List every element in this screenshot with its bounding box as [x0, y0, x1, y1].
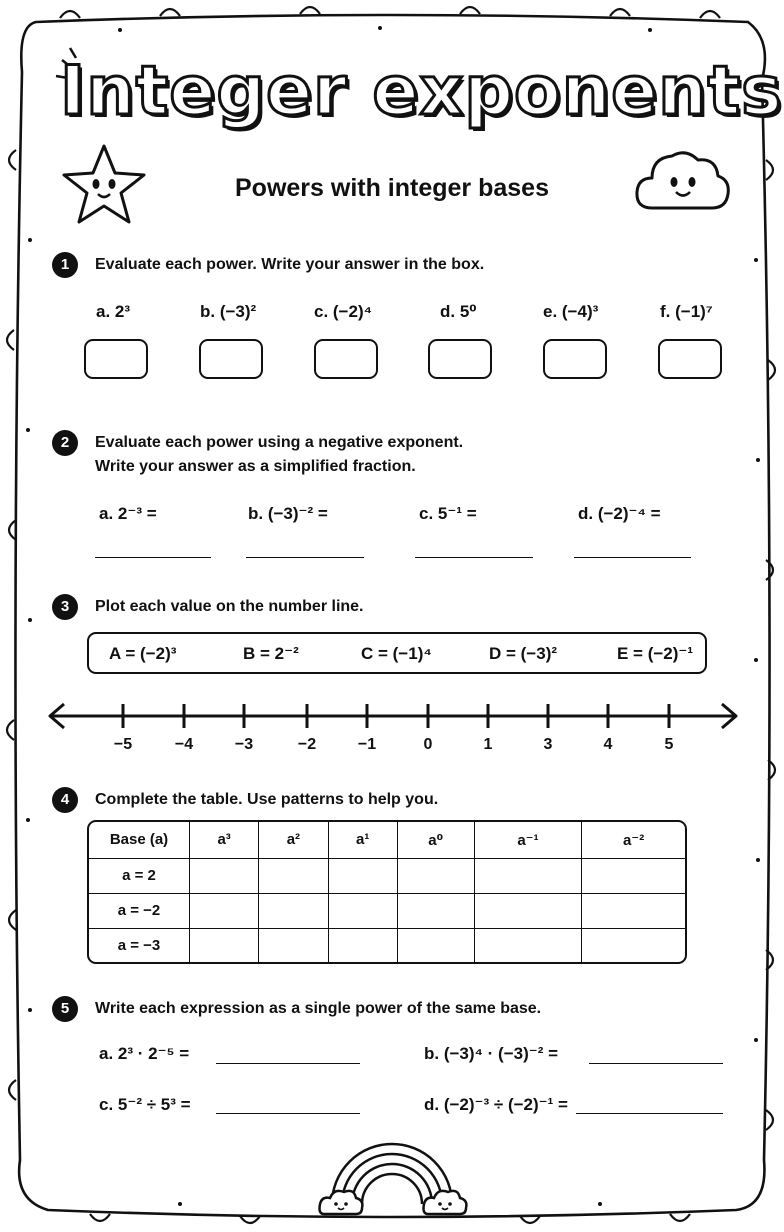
q1-item-f: f. (−1)⁷ [660, 302, 713, 321]
answer-cell[interactable] [190, 859, 259, 894]
answer-cell[interactable] [329, 859, 398, 894]
answer-cell[interactable] [259, 929, 328, 962]
tick-label: −3 [234, 736, 254, 753]
q1-item-e: e. (−4)³ [543, 302, 599, 321]
q1-answer-box-e[interactable] [543, 339, 607, 379]
question-3-number: 3 [52, 594, 78, 620]
answer-cell[interactable] [475, 929, 583, 962]
question-5-number: 5 [52, 996, 78, 1022]
exponent-pattern-table [87, 820, 687, 964]
q1-item-b: b. (−3)² [200, 302, 257, 321]
table-row [89, 859, 685, 894]
q2-answer-line-c[interactable] [415, 557, 533, 558]
answer-cell[interactable] [582, 929, 685, 962]
q5-answer-line-a[interactable] [216, 1063, 360, 1064]
plot-value-e: E = (−2)⁻¹ [617, 644, 694, 663]
answer-cell[interactable] [398, 894, 475, 929]
answer-cell[interactable] [190, 929, 259, 962]
answer-cell[interactable] [582, 859, 685, 894]
question-1-number: 1 [52, 252, 78, 278]
answer-cell[interactable] [190, 894, 259, 929]
answer-cell[interactable] [259, 894, 328, 929]
q5-answer-line-d[interactable] [576, 1113, 723, 1114]
answer-cell[interactable] [259, 859, 328, 894]
row-label: a = −2 [89, 894, 190, 929]
q5-item-b: b. (−3)⁴ · (−3)⁻² = [424, 1044, 559, 1063]
row-label: a = 2 [89, 859, 190, 894]
table-header: a³ [190, 822, 259, 859]
worksheet-title: Integer exponents [60, 52, 783, 131]
question-3-text: Plot each value on the number line. [95, 598, 364, 615]
question-4-number: 4 [52, 787, 78, 813]
table-header: Base (a) [89, 822, 190, 859]
table-row [89, 929, 685, 962]
tick-label: 1 [483, 736, 493, 753]
answer-cell[interactable] [329, 929, 398, 962]
q2-answer-line-b[interactable] [246, 557, 364, 558]
q2-item-a: a. 2⁻³ = [99, 504, 157, 523]
table-header: a² [259, 822, 328, 859]
q1-answer-box-c[interactable] [314, 339, 378, 379]
values-to-plot-box [87, 632, 707, 674]
q2-item-c: c. 5⁻¹ = [419, 504, 477, 523]
row-label: a = −3 [89, 929, 190, 962]
q5-answer-line-b[interactable] [589, 1063, 723, 1064]
table-header: a⁰ [398, 822, 475, 859]
table-header: a⁻² [582, 822, 685, 859]
tick-label: 4 [603, 736, 613, 753]
answer-cell[interactable] [398, 929, 475, 962]
tick-label: −5 [113, 736, 133, 753]
question-2-text-line1: Evaluate each power using a negative exponent. [95, 434, 464, 451]
q2-answer-line-a[interactable] [95, 557, 211, 558]
q2-item-d: d. (−2)⁻⁴ = [578, 504, 661, 523]
table-header: a⁻¹ [475, 822, 583, 859]
tick-label: 0 [423, 736, 433, 753]
q5-item-c: c. 5⁻² ÷ 5³ = [99, 1095, 191, 1114]
table-header-row [89, 822, 685, 859]
plot-value-a: A = (−2)³ [109, 644, 177, 663]
q1-answer-box-f[interactable] [658, 339, 722, 379]
answer-cell[interactable] [398, 859, 475, 894]
tick-label: −4 [174, 736, 194, 753]
q1-item-c: c. (−2)⁴ [314, 302, 373, 321]
q5-item-d: d. (−2)⁻³ ÷ (−2)⁻¹ = [424, 1095, 568, 1114]
answer-cell[interactable] [329, 894, 398, 929]
q1-answer-box-b[interactable] [199, 339, 263, 379]
question-4-text: Complete the table. Use patterns to help you. [95, 791, 439, 808]
q5-answer-line-c[interactable] [216, 1113, 360, 1114]
tick-label: −2 [297, 736, 317, 753]
tick-label: −1 [357, 736, 377, 753]
q5-item-a: a. 2³ · 2⁻⁵ = [99, 1044, 190, 1063]
q2-answer-line-d[interactable] [574, 557, 691, 558]
q1-item-a: a. 2³ [96, 302, 131, 321]
answer-cell[interactable] [475, 859, 583, 894]
table-row [89, 894, 685, 929]
question-5-text: Write each expression as a single power of the same base. [95, 1000, 542, 1017]
question-2-number: 2 [52, 430, 78, 456]
answer-cell[interactable] [475, 894, 583, 929]
q2-item-b: b. (−3)⁻² = [248, 504, 328, 523]
worksheet-subtitle: Powers with integer bases [235, 174, 549, 202]
answer-cell[interactable] [582, 894, 685, 929]
question-2-text-line2: Write your answer as a simplified fraction. [95, 458, 416, 475]
plot-value-c: C = (−1)⁴ [361, 644, 432, 663]
tick-label: 5 [664, 736, 674, 753]
number-line[interactable] [44, 696, 744, 736]
plot-value-d: D = (−3)² [489, 644, 558, 663]
tick-label: 3 [543, 736, 553, 753]
plot-value-b: B = 2⁻² [243, 644, 299, 663]
question-1-text: Evaluate each power. Write your answer in the box. [95, 256, 485, 273]
rainbow-icon [316, 1128, 468, 1218]
table-header: a¹ [329, 822, 398, 859]
q1-item-d: d. 5⁰ [440, 302, 477, 321]
q1-answer-box-d[interactable] [428, 339, 492, 379]
q1-answer-box-a[interactable] [84, 339, 148, 379]
